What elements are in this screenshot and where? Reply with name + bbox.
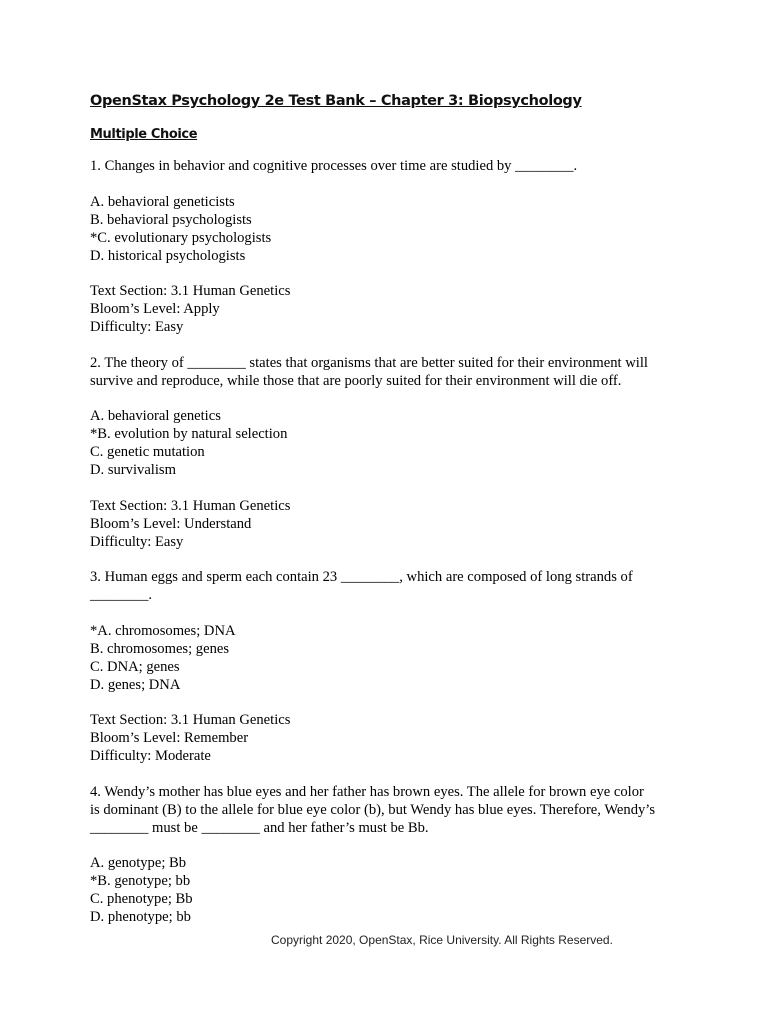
text-section: Text Section: 3.1 Human Genetics <box>90 712 291 728</box>
question-stem: 2. The theory of ________ states that organisms that are better suited for their environment will survive and reproduce, while those that are poorly suited for their environment will die off. <box>90 354 648 389</box>
answer-option: C. genetic mutation <box>90 444 205 460</box>
answer-option: B. chromosomes; genes <box>90 640 230 657</box>
answer-option: C. phenotype; Bb <box>90 891 193 907</box>
question-list <box>90 157 690 944</box>
text-section: Text Section: 3.1 Human Genetics <box>90 283 291 299</box>
blooms-level: Bloom’s Level: Apply <box>90 301 220 317</box>
question-1 <box>90 157 690 336</box>
answer-option: D. survivalism <box>90 462 176 478</box>
answer-option-correct: *B. genotype; bb <box>90 873 191 889</box>
section-heading: Multiple Choice <box>90 127 198 142</box>
question-metadata <box>90 282 690 336</box>
answer-options <box>90 622 690 694</box>
difficulty: Difficulty: Easy <box>90 319 184 335</box>
question-3 <box>90 568 690 765</box>
question-4 <box>90 783 690 927</box>
answer-option: A. behavioral geneticists <box>90 193 235 210</box>
answer-option: A. genotype; Bb <box>90 855 187 871</box>
question-metadata <box>90 497 690 551</box>
blooms-level: Bloom’s Level: Remember <box>90 730 249 746</box>
question-2 <box>90 354 690 551</box>
copyright-footer: Copyright 2020, OpenStax, Rice University. All Rights Reserved. <box>271 933 613 947</box>
answer-option: A. behavioral genetics <box>90 408 221 424</box>
question-stem: 4. Wendy’s mother has blue eyes and her father has brown eyes. The allele for brown eye color is dominant (B) to the allele for blue eye color (b), but Wendy has blue eyes. Therefore, Wendy’s ________ must be ________ and her father’s must be Bb. <box>90 783 656 836</box>
difficulty: Difficulty: Moderate <box>90 748 211 764</box>
text-section: Text Section: 3.1 Human Genetics <box>90 497 291 514</box>
answer-option-correct: *A. chromosomes; DNA <box>90 622 236 639</box>
answer-option: D. genes; DNA <box>90 676 181 693</box>
difficulty: Difficulty: Easy <box>90 533 184 550</box>
document-title: OpenStax Psychology 2e Test Bank – Chapter 3: Biopsychology <box>90 93 582 109</box>
answer-option: C. DNA; genes <box>90 658 180 675</box>
question-metadata <box>90 711 690 765</box>
answer-option-correct: *B. evolution by natural selection <box>90 426 288 442</box>
answer-option-correct: *C. evolutionary psychologists <box>90 229 272 246</box>
answer-options <box>90 193 690 265</box>
blooms-level: Bloom’s Level: Understand <box>90 515 252 532</box>
answer-options <box>90 854 690 926</box>
answer-option: B. behavioral psychologists <box>90 211 252 228</box>
question-stem: 3. Human eggs and sperm each contain 23 ________, which are composed of long strands of ________. <box>90 569 633 603</box>
question-stem: 1. Changes in behavior and cognitive processes over time are studied by ________. <box>90 158 578 174</box>
answer-option: D. phenotype; bb <box>90 909 191 925</box>
answer-option: D. historical psychologists <box>90 247 246 264</box>
answer-options <box>90 407 690 479</box>
